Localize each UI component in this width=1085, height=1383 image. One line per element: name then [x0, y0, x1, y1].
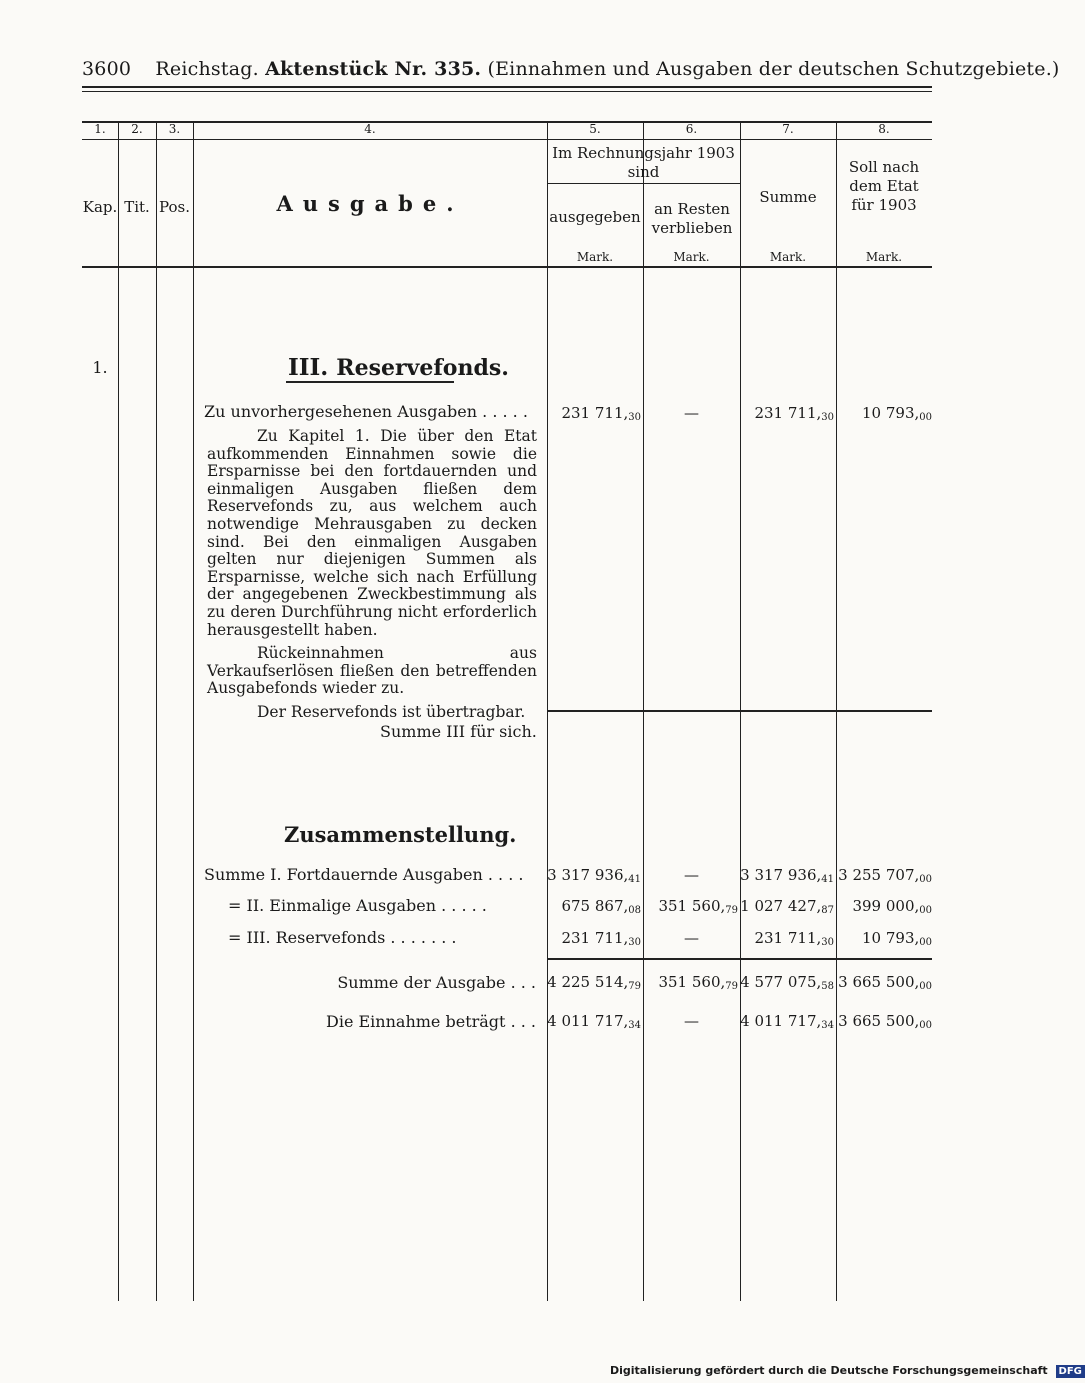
header-ausgabe: Ausgabe. — [276, 191, 464, 216]
total-soll: 3 665 $500,_{00}$ — [838, 973, 932, 992]
col-divider-3 — [193, 121, 194, 1301]
unit-mark-7: Mark. — [769, 250, 807, 264]
running-header — [82, 58, 1060, 80]
reserve-note-2: Rückeinnahmen aus Verkaufserlösen fließen den betreffenden Ausgabefonds wieder zu. — [207, 644, 537, 698]
reserve-note-3: Der Reservefonds ist übertragbar. — [257, 702, 526, 721]
total-divider — [547, 958, 932, 960]
einnahme-summe: 4 011 $717,_{34}$ — [740, 1012, 834, 1031]
col-number-1: 1. — [94, 122, 106, 136]
zs-row-2-summe: 1 027 $427,_{87}$ — [740, 897, 834, 916]
summe-III-label: Summe III für sich. — [380, 722, 537, 741]
reserve-note — [207, 428, 537, 728]
zs-row-1-summe: 3 317 $936,_{41}$ — [740, 866, 834, 885]
einnahme-ausgegeben: 4 011 $717,_{34}$ — [547, 1012, 641, 1031]
zs-row-2-ausgegeben: 675 $867,_{08}$ — [561, 897, 641, 916]
row-label-reserve: Zu unvorhergesehenen Ausgaben . . . . . — [204, 402, 528, 421]
zs-row-1-label: Summe I. Fortdauernde Ausgaben . . . . — [204, 865, 524, 884]
section-roman: III. — [288, 354, 329, 381]
zs-row-3-summe: 231 $711,_{30}$ — [754, 929, 834, 948]
zs-row-1-soll: 3 255 $707,_{00}$ — [838, 866, 932, 885]
reserve-note-1: Zu Kapitel 1. Die über den Etat aufkommenden Einnahmen sowie die Ersparnisse bei den fortdauernden und einmaligen Ausgaben fließen dem Reservefonds zu, aus welchem auch notwendige Mehrausgaben zu decken sind. Bei den einmaligen Ausgaben gelten nur diejenigen Summen als Ersparnisse, welche sich nach Erfüllung der angegebenen Zweckbestimmung als zu deren Durchführung nicht erforderlich herausgestellt haben. — [207, 427, 537, 639]
header-kap: Kap. — [82, 198, 118, 216]
unit-mark-6: Mark. — [673, 250, 710, 264]
cell-reserve-an-resten: — — [684, 404, 699, 422]
col-divider-1 — [118, 121, 119, 1301]
total-ausgegeben: 4 225 $514,_{79}$ — [547, 973, 641, 992]
dfg-logo: DFG — [1056, 1365, 1085, 1378]
zs-row-3-label: = III. Reservefonds . . . . . . . — [228, 928, 457, 947]
zs-row-2-soll: 399 $000,_{00}$ — [852, 897, 932, 916]
col-number-7: 7. — [782, 122, 794, 136]
section-title-underline — [286, 381, 454, 383]
footer-credit — [610, 1364, 1085, 1378]
cell-reserve-soll: 10 $793,_{00}$ — [862, 404, 932, 423]
zs-row-1-an-resten: — — [684, 866, 699, 884]
header-aktenstueck: Aktenstück Nr. 335. — [265, 58, 482, 80]
header-rule-thin — [82, 91, 932, 92]
header-summe: Summe — [759, 188, 817, 206]
einnahme-label: Die Einnahme beträgt . . . — [326, 1012, 536, 1031]
zs-row-3-an-resten: — — [684, 929, 699, 947]
header-an-resten: an Resten verblieben — [651, 200, 733, 237]
section-title-text: Reservefonds. — [336, 355, 509, 381]
total-summe: 4 577 $075,_{58}$ — [740, 973, 834, 992]
kap-number: 1. — [92, 358, 108, 377]
col-number-2: 2. — [131, 122, 143, 136]
header-subtitle: (Einnahmen und Ausgaben der deutschen Schutzgebiete.) — [487, 58, 1060, 80]
zs-row-3-ausgegeben: 231 $711,_{30}$ — [561, 929, 641, 948]
col-number-3: 3. — [168, 122, 181, 136]
zs-row-2-an-resten: 351 $560,_{79}$ — [658, 897, 738, 916]
col-number-6: 6. — [685, 122, 698, 136]
page-number: 3600 — [82, 58, 132, 80]
col-number-5: 5. — [589, 122, 601, 136]
section-title — [288, 354, 509, 381]
einnahme-an-resten: — — [684, 1012, 699, 1030]
header-ausgegeben: ausgegeben — [549, 208, 641, 226]
total-an-resten: 351 $560,_{79}$ — [658, 973, 738, 992]
col-number-8: 8. — [878, 122, 890, 136]
zusammenstellung-title: Zusammenstellung. — [284, 822, 517, 847]
zs-row-2-label: = II. Einmalige Ausgaben . . . . . — [228, 896, 487, 915]
total-label: Summe der Ausgabe . . . — [337, 973, 536, 992]
footer-text: Digitalisierung gefördert durch die Deutsche Forschungsgemeinschaft — [610, 1364, 1048, 1377]
zs-row-1-ausgegeben: 3 317 $936,_{41}$ — [547, 866, 641, 885]
cell-reserve-ausgegeben: 231 $711,_{30}$ — [561, 404, 641, 423]
header-rule — [82, 86, 932, 88]
table-header-bottom — [82, 266, 932, 268]
header-tit: Tit. — [124, 198, 150, 216]
zs-row-3-soll: 10 $793,_{00}$ — [862, 929, 932, 948]
cell-reserve-summe: 231 $711,_{30}$ — [754, 404, 834, 423]
header-pos: Pos. — [159, 198, 190, 216]
sum-divider — [547, 710, 932, 712]
col-divider-2 — [156, 121, 157, 1301]
header-soll: Soll nach dem Etat für 1903 — [848, 158, 920, 214]
header-rechnungsjahr: Im Rechnungsjahr 1903 sind — [552, 144, 735, 181]
col-number-4: 4. — [364, 122, 376, 136]
header-title: Reichstag. — [155, 58, 259, 80]
unit-mark-8: Mark. — [865, 250, 903, 264]
einnahme-soll: 3 665 $500,_{00}$ — [838, 1012, 932, 1031]
unit-mark-5: Mark. — [576, 250, 614, 264]
col-number-divider — [82, 139, 932, 140]
